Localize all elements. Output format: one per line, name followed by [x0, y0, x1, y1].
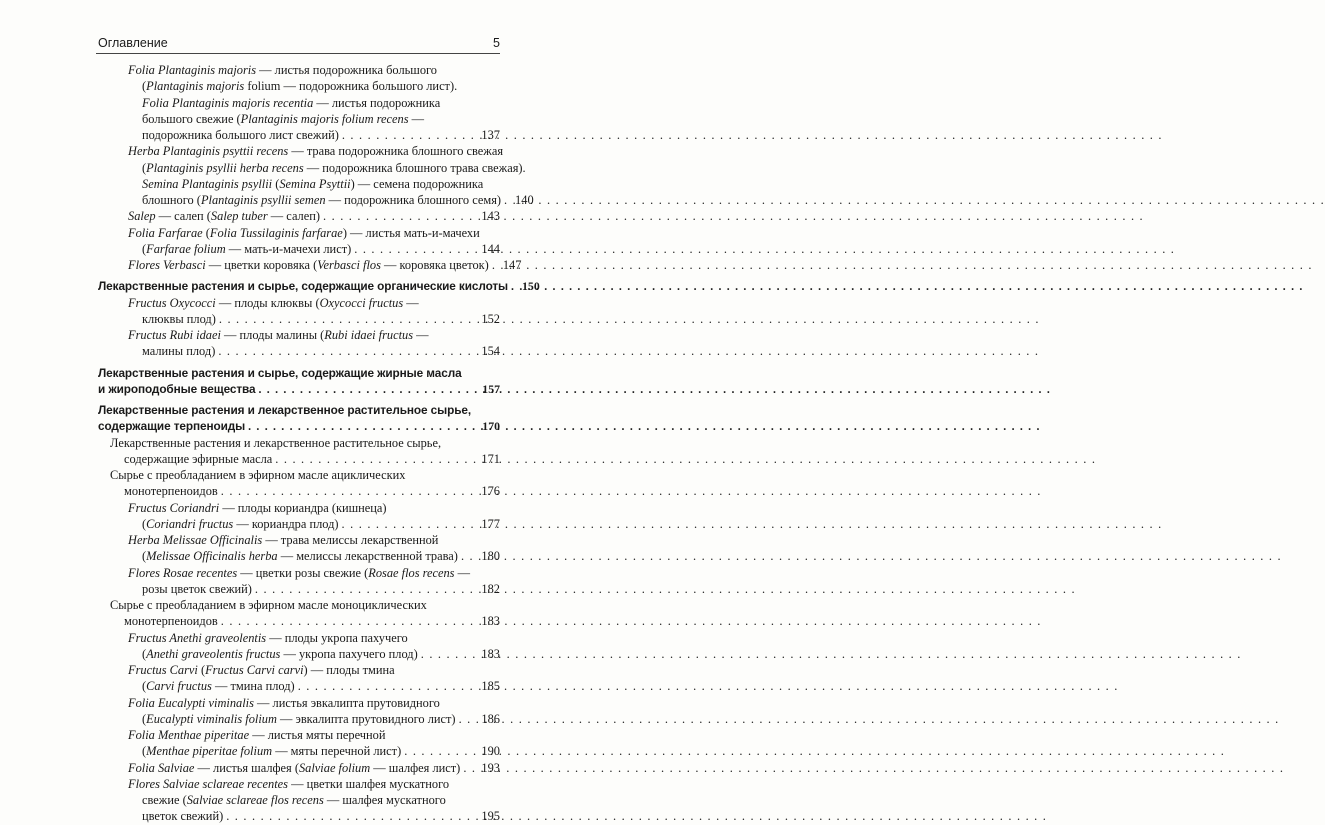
toc-entry-text	[98, 381, 255, 397]
entry-text-segment: — подорожника блошного семя)	[325, 193, 502, 207]
entry-text-segment: —	[403, 295, 419, 310]
toc-entry-text	[124, 613, 218, 629]
dot-leader	[221, 613, 479, 629]
toc-entry-text	[142, 743, 401, 759]
entry-text-segment: (	[142, 679, 147, 694]
latin-name: Plantaginis majoris folium recens	[240, 111, 409, 126]
entry-text-segment: (	[142, 241, 147, 256]
latin-name: Fructus Carvi carvi	[205, 663, 304, 677]
toc-entry-line[interactable]	[98, 208, 500, 224]
latin-name: Folia Tussilaginis farfarae	[209, 225, 343, 240]
entry-text-segment: — плоды кориандра (кишнеца)	[219, 500, 387, 515]
dot-leader	[342, 516, 479, 532]
toc-entry-line[interactable]	[98, 343, 500, 359]
toc-entry-text	[98, 365, 462, 381]
toc-page-number: 185	[481, 679, 500, 694]
toc-entry-line[interactable]	[98, 678, 500, 694]
entry-text-segment: folium — подорожника большого лист).	[244, 79, 458, 94]
toc-entry-text	[110, 467, 405, 483]
latin-name: Salviae sclareae flos recens	[186, 793, 324, 807]
entry-text-segment: — салеп)	[267, 209, 320, 224]
latin-name: Plantaginis psyllii herba recens	[146, 160, 304, 175]
table-of-contents	[98, 62, 540, 825]
toc-page-number: 195	[481, 809, 500, 824]
dot-leader	[323, 208, 478, 224]
entry-text-segment: Лекарственные растения и сырье, содержащие органические кислоты	[98, 279, 509, 294]
dot-leader	[226, 808, 478, 824]
toc-entry-text	[142, 581, 252, 597]
toc-entry-text	[128, 565, 470, 581]
toc-page-number: 193	[481, 760, 500, 775]
latin-name: Salep tuber	[210, 209, 268, 224]
toc-entry-line	[98, 95, 500, 111]
toc-entry-text	[142, 343, 215, 359]
entry-text-segment: и жироподобные вещества	[98, 381, 256, 396]
latin-name: Coriandri fructus	[146, 516, 234, 531]
latin-name: Eucalypti viminalis folium	[146, 711, 277, 726]
entry-text-segment: — листья шалфея (	[194, 760, 299, 775]
toc-entry-text	[142, 678, 295, 694]
toc-page-number: 180	[481, 549, 500, 564]
toc-entry-line	[98, 727, 500, 743]
dot-leader	[504, 192, 512, 208]
toc-section-heading	[98, 402, 500, 418]
running-header	[98, 34, 500, 52]
toc-entry-text	[128, 727, 385, 743]
dot-leader	[258, 381, 479, 397]
entry-text-segment: — цветки розы свежие (	[237, 565, 369, 580]
entry-text-segment: (	[202, 225, 210, 240]
entry-text-segment: — салеп (	[155, 209, 211, 224]
dot-leader	[298, 678, 479, 694]
toc-entry-line	[98, 176, 500, 192]
latin-name: Flores Rosae recentes	[128, 565, 238, 580]
latin-name: Fructus Oxycocci	[128, 295, 216, 310]
entry-text-segment: — листья подорожника большого	[256, 63, 437, 77]
latin-name: Semina Psyttii	[279, 176, 351, 191]
entry-text-segment: ) — листья мать-и-мачехи	[342, 225, 480, 240]
latin-name: Fructus Coriandri	[128, 500, 220, 515]
toc-page-number: 177	[481, 516, 500, 531]
toc-entry-text	[128, 143, 503, 159]
toc-entry-text	[142, 127, 339, 143]
toc-entry-text	[142, 111, 424, 127]
toc-entry-text	[128, 532, 438, 548]
toc-entry-text	[142, 792, 446, 808]
entry-text-segment: (	[142, 79, 147, 94]
toc-entry-text	[128, 225, 480, 241]
entry-text-segment: розы цветок свежий)	[142, 581, 252, 596]
latin-name: Rosae flos recens	[368, 565, 455, 580]
toc-entry-line	[98, 111, 500, 127]
entry-text-segment: подорожника большого лист свежий)	[142, 128, 339, 142]
toc-entry-text	[142, 711, 456, 727]
toc-entry-text	[128, 662, 395, 678]
toc-entry-line[interactable]	[98, 646, 500, 662]
latin-name: Semina Plantaginis psyllii	[142, 176, 273, 191]
entry-text-segment: — кориандра плод)	[233, 516, 339, 531]
entry-text-segment: —	[408, 111, 425, 126]
toc-page-number: 171	[481, 451, 500, 466]
toc-entry-line	[98, 597, 500, 613]
toc-page-number: 183	[481, 614, 500, 629]
toc-entry-text	[110, 435, 441, 451]
toc-entry-line[interactable]	[98, 192, 534, 208]
entry-text-segment: монотерпеноидов	[124, 484, 218, 499]
entry-text-segment: Сырье с преобладанием в эфирном масле моноциклических	[110, 598, 427, 612]
entry-text-segment: — цветки коровяка (	[205, 258, 318, 272]
entry-text-segment: — листья мяты перечной	[249, 728, 386, 742]
entry-text-segment: ) — семена подорожника	[350, 176, 484, 191]
toc-entry-text	[128, 62, 437, 78]
entry-text-segment: Лекарственные растения и сырье, содержащие жирные масла	[98, 365, 462, 380]
toc-entry-text	[128, 327, 429, 343]
dot-leader	[492, 257, 500, 273]
latin-name: Rubi idaei fructus	[324, 328, 414, 342]
latin-name: Fructus Rubi idaei	[128, 328, 221, 342]
toc-page-number: 143	[481, 209, 500, 224]
latin-name: Menthae piperitae folium	[146, 744, 273, 759]
entry-text-segment: — плоды малины (	[220, 328, 325, 342]
entry-text-segment: содержащие эфирные масла	[124, 451, 273, 466]
latin-name: Salep	[128, 209, 156, 224]
toc-entry-line	[98, 160, 526, 176]
toc-entry-text	[128, 257, 489, 273]
entry-text-segment: — трава мелиссы лекарственной	[262, 533, 439, 547]
toc-entry-text	[124, 451, 272, 467]
entry-text-segment: (	[142, 646, 147, 661]
toc-entry-line[interactable]	[98, 311, 500, 327]
toc-page-number: 186	[481, 711, 500, 726]
toc-page-number: 150	[522, 279, 540, 294]
toc-entry-text	[142, 78, 457, 94]
toc-entry-text	[142, 192, 501, 208]
toc-entry-line	[98, 143, 504, 159]
toc-entry-text	[110, 597, 427, 613]
latin-name: Folia Menthae piperitae	[128, 728, 250, 742]
toc-entry-line	[98, 225, 500, 241]
toc-entry-line	[98, 532, 500, 548]
toc-entry-line	[98, 467, 500, 483]
toc-entry-text	[98, 278, 508, 294]
dot-leader	[463, 760, 478, 776]
entry-text-segment: — коровяка цветок)	[380, 258, 489, 272]
toc-entry-text	[128, 760, 460, 776]
toc-entry-line[interactable]	[98, 711, 500, 727]
toc-page-number: 190	[481, 744, 500, 759]
entry-text-segment: (	[197, 663, 206, 677]
toc-entry-text	[128, 295, 419, 311]
entry-text-segment: блошного (	[142, 193, 201, 207]
entry-text-segment: — мелиссы лекарственной трава)	[277, 549, 458, 564]
toc-entry-text	[142, 516, 339, 532]
entry-text-segment: (	[142, 516, 147, 531]
latin-name: Folia Plantaginis majoris recentia	[142, 95, 314, 110]
toc-entry-text	[124, 483, 218, 499]
dot-leader	[404, 743, 478, 759]
toc-page-number: 152	[481, 311, 500, 326]
toc-entry-text	[98, 402, 471, 418]
latin-name: Oxycocci fructus	[319, 295, 404, 310]
toc-entry-text	[128, 695, 440, 711]
toc-entry-text	[142, 176, 483, 192]
entry-text-segment: —	[454, 565, 471, 580]
toc-entry-line	[98, 565, 500, 581]
toc-page-number: 147	[502, 258, 522, 272]
toc-entry-text	[128, 500, 387, 516]
entry-text-segment: Сырье с преобладанием в эфирном масле ациклических	[110, 468, 406, 482]
dot-leader	[511, 278, 519, 294]
toc-entry-line[interactable]	[98, 743, 500, 759]
toc-entry-line[interactable]	[98, 257, 522, 273]
entry-text-segment: (	[142, 711, 147, 726]
toc-entry-text	[142, 160, 526, 176]
toc-entry-line	[98, 776, 500, 792]
dot-leader	[354, 241, 478, 257]
toc-entry-text	[142, 808, 223, 824]
entry-text-segment: — укропа пахучего плод)	[280, 646, 418, 661]
latin-name: Verbasci flos	[317, 258, 381, 272]
entry-text-segment: — листья подорожника	[313, 95, 441, 110]
entry-text-segment: — мать-и-мачехи лист)	[225, 241, 352, 256]
toc-entry-line[interactable]	[98, 760, 500, 776]
toc-entry-line	[98, 62, 500, 78]
toc-entry-line[interactable]	[98, 581, 500, 597]
toc-page-number: 140	[515, 193, 534, 207]
entry-text-segment: монотерпеноидов	[124, 614, 218, 629]
latin-name: Carvi fructus	[146, 679, 212, 694]
latin-name: Folia Farfarae	[128, 225, 203, 240]
dot-leader	[421, 646, 479, 662]
toc-entry-line[interactable]	[98, 548, 500, 564]
latin-name: Herba Melissae Officinalis	[128, 533, 263, 547]
toc-entry-line	[98, 435, 500, 451]
entry-text-segment: — плоды клюквы (	[215, 295, 320, 310]
latin-name: Fructus Carvi	[128, 663, 198, 677]
header-page-number: 5	[493, 36, 500, 50]
dot-leader	[461, 548, 478, 564]
dot-leader	[218, 343, 478, 359]
header-rule	[96, 53, 500, 54]
toc-entry-line	[98, 630, 500, 646]
latin-name: Anethi graveolentis fructus	[146, 646, 281, 661]
toc-section-heading	[98, 365, 500, 381]
toc-entry-line	[98, 792, 500, 808]
latin-name: Farfarae folium	[146, 241, 226, 256]
entry-text-segment: Лекарственные растения и лекарственное растительное сырье,	[110, 435, 442, 450]
latin-name: Flores Verbasci	[128, 258, 206, 272]
entry-text-segment: клюквы плод)	[142, 311, 216, 326]
latin-name: Melissae Officinalis herba	[146, 549, 278, 564]
toc-entry-text	[128, 208, 320, 224]
toc-section-heading[interactable]	[98, 418, 500, 434]
entry-text-segment: — трава подорожника блошного свежая	[288, 144, 504, 159]
dot-leader	[459, 711, 479, 727]
toc-entry-text	[128, 776, 449, 792]
toc-page-number: 183	[481, 646, 500, 661]
toc-entry-line	[98, 327, 500, 343]
latin-name: Plantaginis majoris	[146, 79, 245, 94]
entry-text-segment: ) — плоды тмина	[303, 663, 395, 677]
entry-text-segment: (	[142, 549, 147, 564]
latin-name: Salviae folium	[298, 760, 371, 775]
toc-page-number: 182	[481, 581, 500, 596]
latin-name: Folia Plantaginis majoris	[128, 63, 257, 77]
toc-page-number: 157	[482, 381, 500, 396]
entry-text-segment: Лекарственные растения и лекарственное растительное сырье,	[98, 403, 472, 417]
dot-leader	[219, 311, 479, 327]
entry-text-segment: малины плод)	[142, 344, 216, 359]
toc-entry-line	[98, 695, 500, 711]
toc-entry-line[interactable]	[98, 613, 500, 629]
latin-name: Folia Salviae	[128, 760, 195, 775]
entry-text-segment: — листья эвкалипта прутовидного	[253, 695, 440, 710]
toc-entry-text	[142, 311, 216, 327]
toc-page-number: 170	[482, 419, 500, 434]
toc-entry-line[interactable]	[98, 451, 500, 467]
entry-text-segment: (	[142, 160, 147, 175]
latin-name: Flores Salviae sclareae recentes	[128, 776, 288, 791]
latin-name: Plantaginis psyllii semen	[200, 193, 326, 207]
toc-entry-text	[142, 548, 458, 564]
entry-text-segment: — цветки шалфея мускатного	[288, 776, 450, 791]
entry-text-segment: — подорожника блошного трава свежая).	[303, 160, 526, 175]
entry-text-segment: — тмина плод)	[211, 679, 295, 694]
entry-text-segment: — плоды укропа пахучего	[266, 630, 408, 645]
latin-name: Folia Eucalypti viminalis	[128, 695, 254, 710]
toc-entry-line[interactable]	[98, 483, 500, 499]
dot-leader	[221, 483, 479, 499]
dot-leader	[248, 418, 479, 434]
toc-section-heading[interactable]	[98, 381, 500, 397]
latin-name: Fructus Anethi graveolentis	[128, 630, 267, 645]
entry-text-segment: — шалфея лист)	[370, 760, 461, 775]
toc-page-number: 137	[481, 128, 500, 142]
entry-text-segment: (	[142, 744, 147, 759]
toc-entry-line[interactable]	[98, 241, 500, 257]
entry-text-segment: содержащие терпеноиды	[98, 419, 246, 434]
dot-leader	[275, 451, 478, 467]
entry-text-segment: — мяты перечной лист)	[272, 744, 402, 759]
toc-entry-line	[98, 78, 500, 94]
toc-entry-line[interactable]	[98, 808, 500, 824]
entry-text-segment: —	[413, 328, 429, 342]
entry-text-segment: — шалфея мускатного	[323, 793, 446, 807]
toc-entry-line	[98, 295, 500, 311]
toc-section-heading[interactable]	[98, 278, 540, 294]
toc-entry-text	[128, 630, 408, 646]
toc-page-number: 154	[481, 344, 500, 359]
toc-page-number: 176	[481, 484, 500, 499]
header-title: Оглавление	[98, 36, 168, 50]
entry-text-segment: свежие (	[142, 793, 187, 807]
toc-entry-line[interactable]	[98, 516, 500, 532]
entry-text-segment: (	[272, 176, 280, 191]
toc-entry-line	[98, 500, 500, 516]
toc-entry-text	[142, 95, 440, 111]
toc-entry-line[interactable]	[98, 127, 500, 143]
toc-entry-text	[142, 241, 351, 257]
dot-leader	[342, 127, 479, 143]
latin-name: Herba Plantaginis psyttii recens	[128, 144, 289, 159]
dot-leader	[255, 581, 479, 597]
toc-entry-line	[98, 662, 500, 678]
toc-page-number: 144	[481, 241, 500, 256]
entry-text-segment: — эвкалипта прутовидного лист)	[276, 711, 456, 726]
entry-text-segment: цветок свежий)	[142, 809, 224, 824]
toc-entry-text	[142, 646, 418, 662]
entry-text-segment: большого свежие (	[142, 111, 241, 126]
toc-entry-text	[98, 418, 245, 434]
